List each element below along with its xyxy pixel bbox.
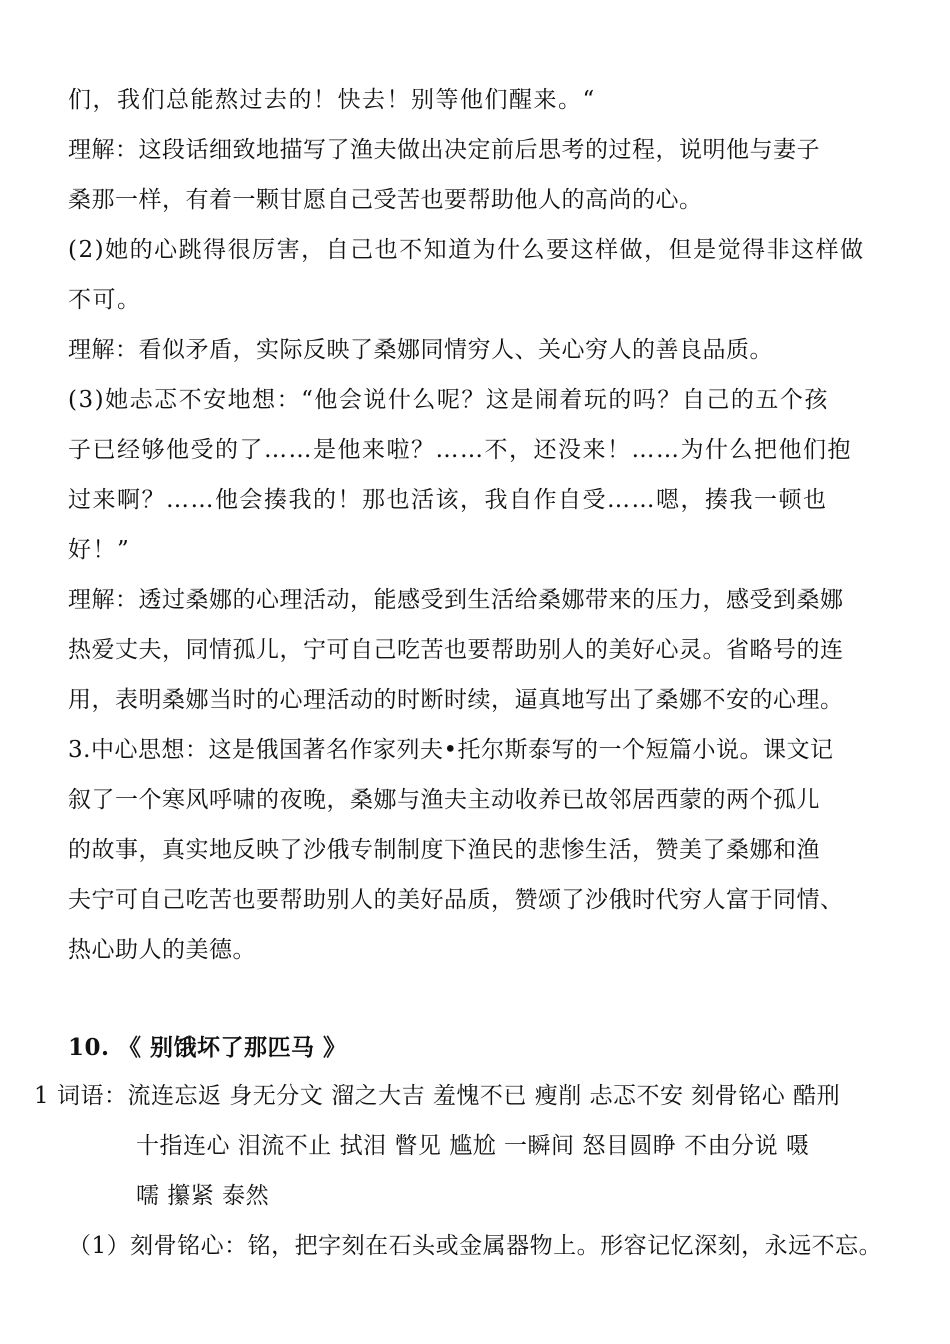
text-line-11: 理解：透过桑娜的心理活动，能感受到生活给桑娜带来的压力，感受到桑娜 [68,587,844,613]
vocab-line-1: 1 词语：流连忘返 身无分文 溜之大吉 羞愧不已 瘦削 忐忑不安 刻骨铭心 酷刑 [34,1083,841,1109]
text-line-7: (3)她忐忑不安地想：“他会说什么呢？这是闹着玩的吗？自己的五个孩 [68,387,829,413]
text-line-18: 热心助人的美德。 [68,937,256,963]
vocab-line-3: 嚅 攥紧 泰然 [136,1183,270,1209]
text-line-15: 叙了一个寒风呼啸的夜晚，桑娜与渔夫主动收养已故邻居西蒙的两个孤儿 [68,787,820,813]
text-line-4: (2)她的心跳得很厉害，自己也不知道为什么要这样做，但是觉得非这样做 [68,237,865,263]
text-line-3: 桑那一样，有着一颗甘愿自己受苦也要帮助他人的高尚的心。 [68,187,703,213]
text-line-9: 过来啊？……他会揍我的！那也活该，我自作自受……嗯，揍我一顿也 [68,487,828,513]
section-heading: 10. 《 别饿坏了那匹马 》 [68,1034,347,1061]
text-line-5: 不可。 [68,287,142,313]
text-line-17: 夫宁可自己吃苦也要帮助别人的美好品质，赞颂了沙俄时代穷人富于同情、 [68,887,844,913]
text-line-16: 的故事，真实地反映了沙俄专制制度下渔民的悲惨生活，赞美了桑娜和渔 [68,837,820,863]
definition-line: （1）刻骨铭心：铭，把字刻在石头或金属器物上。形容记忆深刻，永远不忘。 [68,1233,883,1259]
text-line-6: 理解：看似矛盾，实际反映了桑娜同情穷人、关心穷人的善良品质。 [68,337,773,363]
text-line-12: 热爱丈夫，同情孤儿，宁可自己吃苦也要帮助别人的美好心灵。省略号的连 [68,637,844,663]
text-line-10: 好！” [68,537,131,563]
vocab-line-2: 十指连心 泪流不止 拭泪 瞥见 尴尬 一瞬间 怒目圆睁 不由分说 嗫 [136,1133,810,1159]
text-line-13: 用，表明桑娜当时的心理活动的时断时续，逼真地写出了桑娜不安的心理。 [68,687,844,713]
text-line-14: 3.中心思想：这是俄国著名作家列夫•托尔斯泰写的一个短篇小说。课文记 [68,737,834,763]
text-line-8: 子已经够他受的了……是他来啦？……不，还没来！……为什么把他们抱 [68,437,852,463]
text-line-2: 理解：这段话细致地描写了渔夫做出决定前后思考的过程，说明他与妻子 [68,137,820,163]
text-line-1: 们，我们总能熬过去的！快去！别等他们醒来。“ [68,87,596,113]
